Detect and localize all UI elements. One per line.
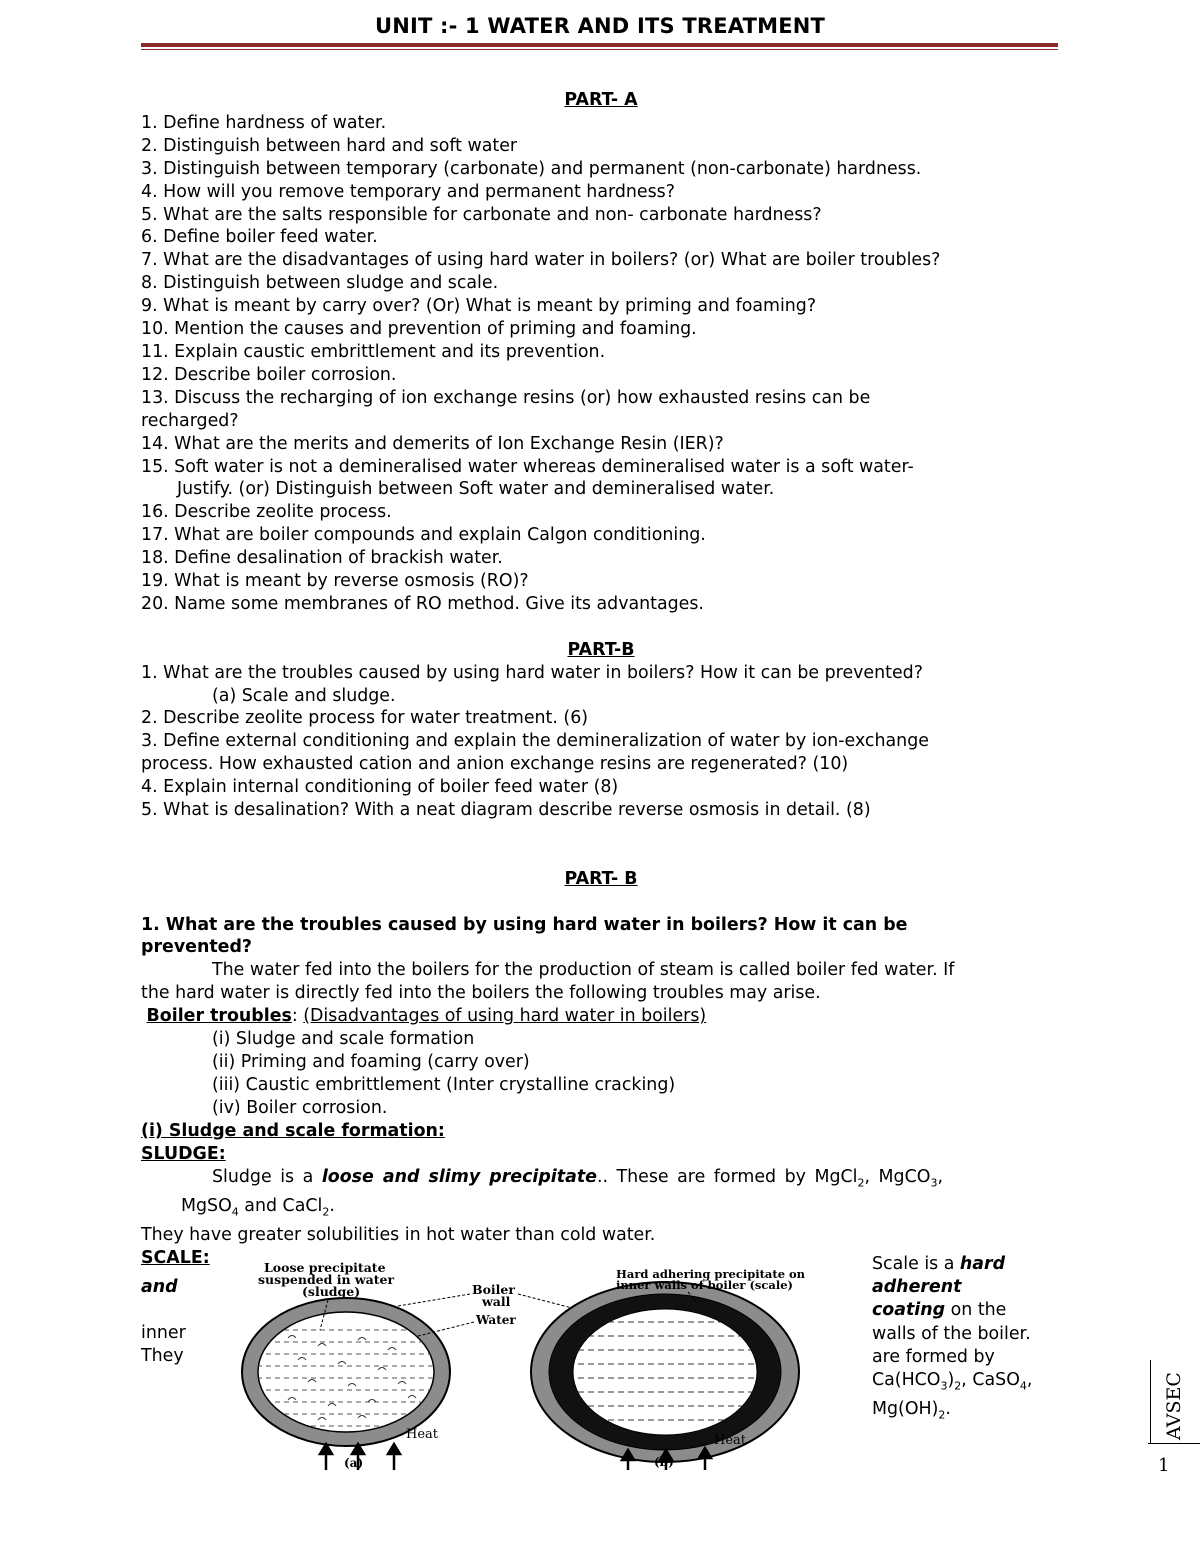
part-a-question: 16. Describe zeolite process. bbox=[141, 502, 392, 523]
part-a-question: 14. What are the merits and demerits of Ion Exchange Resin (IER)? bbox=[141, 433, 724, 454]
part-b-question: process. How exhausted cation and anion exchange resins are regenerated? (10) bbox=[141, 754, 849, 775]
part-b-question-sub: (a) Scale and sludge. bbox=[212, 685, 396, 706]
part-a-question: recharged? bbox=[141, 410, 239, 431]
svg-text:Heat: Heat bbox=[714, 1433, 747, 1448]
boiler-troubles-line: Boiler troubles: (Disadvantages of using hard water in boilers) bbox=[146, 1006, 707, 1027]
trouble-item: (iv) Boiler corrosion. bbox=[212, 1097, 388, 1118]
footer-side-label: AVSEC bbox=[1163, 1372, 1185, 1440]
part-a-question: 2. Distinguish between hard and soft water bbox=[141, 135, 518, 156]
boiler-troubles-paren: (Disadvantages of using hard water in boilers) bbox=[303, 1006, 707, 1027]
svg-text:inner walls of boiler (scale): inner walls of boiler (scale) bbox=[616, 1278, 793, 1292]
part-a-question: 19. What is meant by reverse osmosis (RO)? bbox=[141, 571, 529, 592]
svg-text:suspended in water: suspended in water bbox=[258, 1272, 395, 1287]
trouble-item: (iii) Caustic embrittlement (Inter crystalline cracking) bbox=[212, 1074, 676, 1095]
answer-question: prevented? bbox=[141, 937, 252, 958]
part-b-question: 4. Explain internal conditioning of boiler feed water (8) bbox=[141, 777, 619, 798]
part-a-question: 9. What is meant by carry over? (Or) What is meant by priming and foaming? bbox=[141, 296, 817, 317]
part-a-question: 17. What are boiler compounds and explain Calgon conditioning. bbox=[141, 525, 706, 546]
svg-text:(b): (b) bbox=[654, 1455, 674, 1469]
part-b-list-heading: PART-B bbox=[567, 639, 635, 660]
scale-definition: Scale is a hard adherent coating on the walls of the boiler. are formed by $Ca(HCO_3)_2$, CaSO$_4$, $Mg(OH)_2$. bbox=[872, 1254, 1033, 1422]
svg-text:Heat: Heat bbox=[406, 1427, 439, 1442]
part-a-question: 8. Distinguish between sludge and scale. bbox=[141, 273, 499, 294]
page-number: 1 bbox=[1158, 1455, 1170, 1476]
main-content bbox=[141, 89, 1061, 1270]
solubility-text: They have greater solubilities in hot water than cold water. bbox=[141, 1225, 656, 1246]
trouble-item: (ii) Priming and foaming (carry over) bbox=[212, 1052, 530, 1072]
svg-text:wall: wall bbox=[482, 1294, 511, 1309]
part-a-question: 11. Explain caustic embrittlement and its prevention. bbox=[141, 341, 606, 362]
scale-heading: SCALE: bbox=[141, 1248, 210, 1269]
part-a-question: 18. Define desalination of brackish water. bbox=[141, 548, 503, 569]
part-a-question: 1. Define hardness of water. bbox=[141, 112, 387, 133]
svg-text:Water: Water bbox=[476, 1313, 516, 1327]
part-a-question: 7. What are the disadvantages of using hard water in boilers? (or) What are boiler troubles? bbox=[141, 250, 941, 271]
sludge-text-cont: MgSO$_4$ and CaCl$_2$. bbox=[181, 1195, 335, 1219]
part-b-answers-heading: PART- B bbox=[564, 868, 638, 889]
part-a-question: 12. Describe boiler corrosion. bbox=[141, 364, 397, 385]
part-a-question: 5. What are the salts responsible for carbonate and non- carbonate hardness? bbox=[141, 204, 822, 225]
answer-paragraph: The water fed into the boilers for the production of steam is called boiler fed water. If bbox=[212, 960, 955, 981]
answer-paragraph: the hard water is directly fed into the boilers the following troubles may arise. bbox=[141, 983, 821, 1004]
section-heading: (i) Sludge and scale formation: bbox=[141, 1120, 445, 1141]
boiler-troubles-label: Boiler troubles bbox=[146, 1006, 292, 1027]
title-rule-thin bbox=[141, 49, 1058, 50]
title-rule-thick bbox=[141, 43, 1058, 47]
svg-text:(sludge): (sludge) bbox=[302, 1284, 361, 1299]
part-a-question-continuation: Justify. (or) Distinguish between Soft water and demineralised water. bbox=[177, 479, 775, 500]
footer-divider-vertical bbox=[1150, 1360, 1151, 1444]
part-a-heading: PART- A bbox=[564, 90, 638, 110]
sludge-heading: SLUDGE: bbox=[141, 1143, 226, 1164]
part-b-question: 3. Define external conditioning and explain the demineralization of water by ion-exchange bbox=[141, 731, 929, 752]
footer-divider bbox=[1148, 1443, 1200, 1444]
part-b-question: 5. What is desalination? With a neat diagram describe reverse osmosis in detail. (8) bbox=[141, 800, 871, 821]
sludge-text: Sludge is a loose and slimy precipitate.. These are formed by MgCl$_2$, MgCO$_3$, bbox=[212, 1166, 943, 1189]
page-title: UNIT :- 1 WATER AND ITS TREATMENT bbox=[374, 14, 826, 38]
part-a-question: 3. Distinguish between temporary (carbonate) and permanent (non-carbonate) hardness. bbox=[141, 158, 922, 179]
part-a-question: 15. Soft water is not a demineralised water whereas demineralised water is a soft water- bbox=[141, 456, 914, 477]
svg-text:Hard adhering precipitate on: Hard adhering precipitate on bbox=[616, 1267, 806, 1281]
scale-left-fragments: and inner They bbox=[141, 1277, 186, 1366]
boiler-sludge-figure bbox=[242, 1260, 450, 1470]
part-a-question: 20. Name some membranes of RO method. Give its advantages. bbox=[141, 593, 704, 614]
part-b-question: 2. Describe zeolite process for water treatment. (6) bbox=[141, 708, 589, 729]
svg-text:Loose precipitate: Loose precipitate bbox=[264, 1260, 386, 1275]
sludge-scale-diagram bbox=[228, 1260, 844, 1472]
part-a-question: 10. Mention the causes and prevention of priming and foaming. bbox=[141, 319, 697, 340]
trouble-item: (i) Sludge and scale formation bbox=[212, 1029, 475, 1050]
boiler-scale-figure bbox=[531, 1267, 806, 1470]
part-a-question: 4. How will you remove temporary and permanent hardness? bbox=[141, 181, 675, 202]
svg-text:(a): (a) bbox=[344, 1456, 364, 1470]
part-a-question: 13. Discuss the recharging of ion exchange resins (or) how exhausted resins can be bbox=[141, 387, 871, 408]
svg-text:Boiler: Boiler bbox=[472, 1282, 515, 1297]
answer-question: 1. What are the troubles caused by using hard water in boilers? How it can be bbox=[141, 914, 908, 935]
part-a-question: 6. Define boiler feed water. bbox=[141, 227, 378, 248]
part-b-question: 1. What are the troubles caused by using hard water in boilers? How it can be prevented? bbox=[141, 662, 923, 683]
